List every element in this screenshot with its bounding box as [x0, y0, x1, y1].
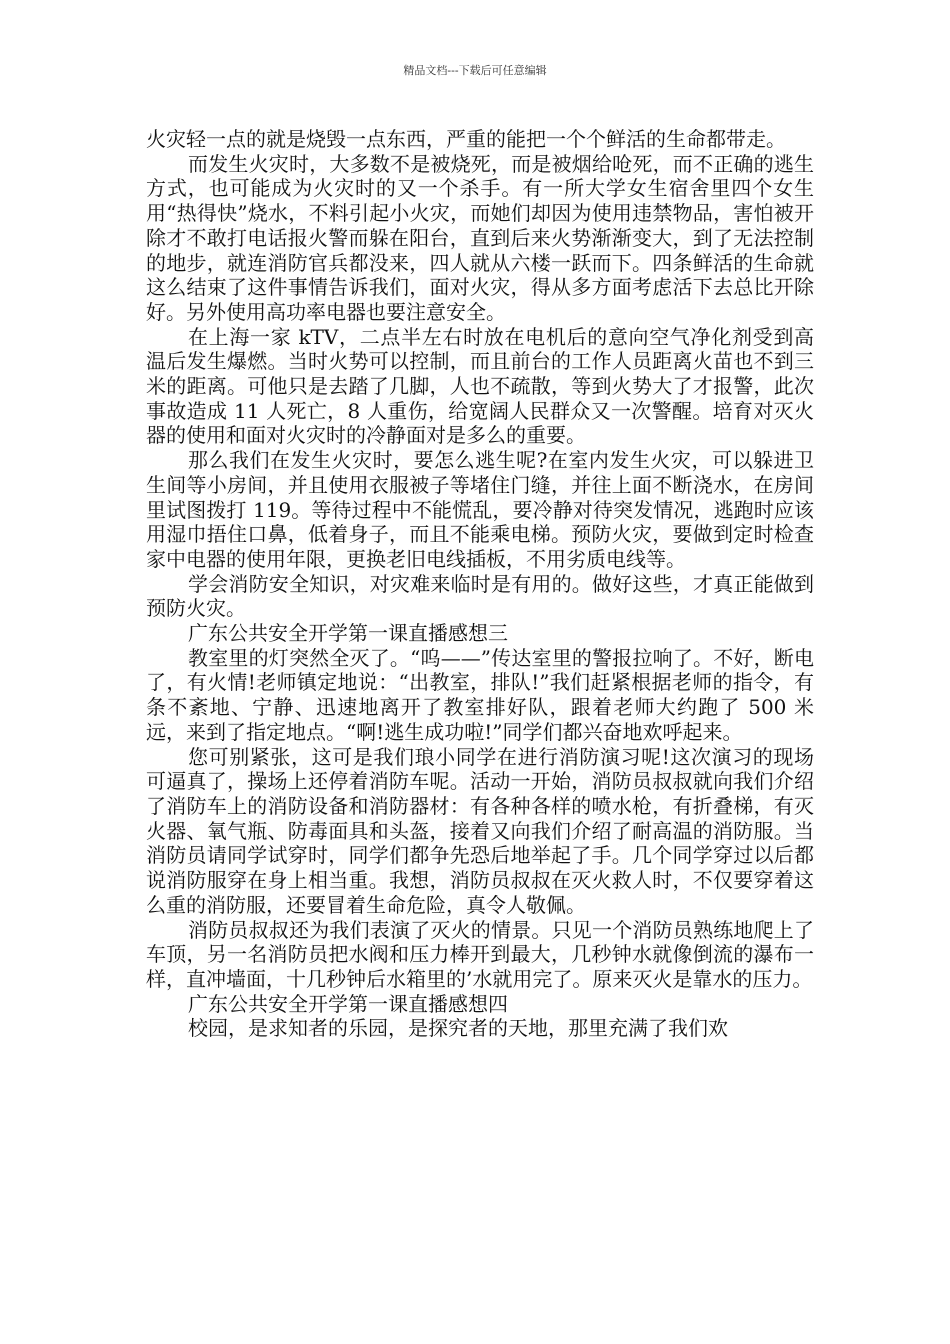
paragraph-8: 消防员叔叔还为我们表演了灭火的情景。只见一个消防员熟练地爬上了车顶，另一名消防员把水阀和压力棒开到最大，几秒钟水就像倒流的瀑布一样，直冲墙面，十几秒钟后水箱里的’水就用完了。原来灭火是靠水的压力。 — [146, 917, 814, 991]
paragraph-3: 在上海一家 kTV，二点半左右时放在电机后的意向空气净化剂受到高温后发生爆燃。当时火势可以控制，而且前台的工作人员距离火苗也不到三米的距离。可他只是去踏了几脚，人也不疏散，等到火势大了才报警，此次事故造成 11 人死亡，8 人重伤，给宽阔人民群众又一次警醒。培育对灭火器的使用和面对火灾时的冷静面对是多么的重要。 — [146, 324, 814, 448]
paragraph-7: 您可别紧张，这可是我们琅小同学在进行消防演习呢!这次演习的现场可逼真了，操场上还停着消防车呢。活动一开始，消防员叔叔就向我们介绍了消防车上的消防设备和消防器材：有各种各样的喷水枪，有折叠梯，有灭火器、氧气瓶、防毒面具和头盔，接着又向我们介绍了耐高温的消防服。当消防员请同学试穿时，同学们都争先恐后地举起了手。几个同学穿过以后都说消防服穿在身上相当重。我想，消防员叔叔在灭火救人时，不仅要穿着这么重的消防服，还要冒着生命危险，真令人敬佩。 — [146, 744, 814, 917]
paragraph-9: 校园，是求知者的乐园，是探究者的天地，那里充满了我们欢 — [188, 1016, 728, 1041]
section-heading-4: 广东公共安全开学第一课直播感想四 — [188, 991, 508, 1016]
paragraph-2: 而发生火灾时，大多数不是被烧死，而是被烟给呛死，而不正确的逃生方式，也可能成为火灾时的又一个杀手。有一所大学女生宿舍里四个女生用“热得快”烧水，不料引起小火灾，而她们却因为使用违禁物品，害怕被开除才不敢打电话报火警而躲在阳台，直到后来火势渐渐变大，到了无法控制的地步，就连消防官兵都没来，四人就从六楼一跃而下。四条鲜活的生命就这么结束了这件事情告诉我们，面对火灾，得从多方面考虑活下去总比开除好。另外使用高功率电器也要注意安全。 — [146, 151, 814, 324]
paragraph-6: 教室里的灯突然全灭了。“呜——”传达室里的警报拉响了。不好，断电了，有火情!老师镇定地说：“出教室，排队!”我们赶紧根据老师的指令，有条不紊地、宁静、迅速地离开了教室排好队，跟着老师大约跑了 500 米远，来到了指定地点。“啊!逃生成功啦!”同学们都兴奋地欢呼起来。 — [146, 645, 814, 744]
document-body — [146, 127, 814, 1041]
paragraph-4: 那么我们在发生火灾时，要怎么逃生呢?在室内发生火灾，可以躲进卫生间等小房间，并且使用衣服被子等堵住门缝，并往上面不断浇水，在房间里试图拨打 119。等待过程中不能慌乱，要冷静对待突发情况，逃跑时应该用湿巾捂住口鼻，低着身子，而且不能乘电梯。预防火灾，要做到定时检查家中电器的使用年限，更换老旧电线插板，不用劣质电线等。 — [146, 448, 814, 571]
page-header: 精品文档---下载后可任意编辑 — [403, 64, 547, 77]
paragraph-5: 学会消防安全知识，对灾难来临时是有用的。做好这些，才真正能做到预防火灾。 — [146, 571, 814, 621]
section-heading-3: 广东公共安全开学第一课直播感想三 — [188, 621, 508, 646]
paragraph-1: 火灾轻一点的就是烧毁一点东西，严重的能把一个个鲜活的生命都带走。 — [146, 127, 786, 151]
